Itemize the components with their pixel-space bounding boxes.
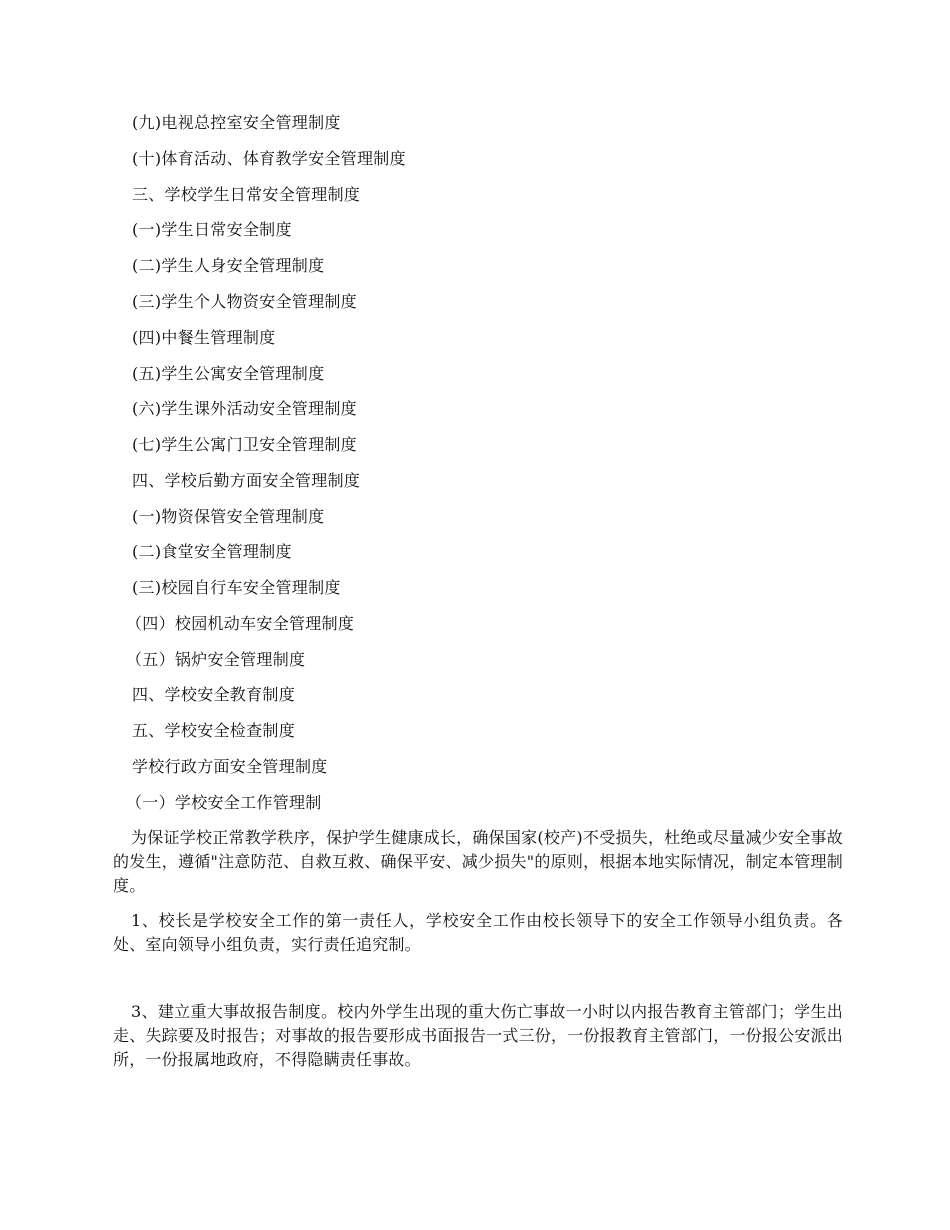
section-heading: 三、学校学生日常安全管理制度	[132, 185, 361, 204]
toc-line: (一)学生日常安全制度	[132, 220, 292, 239]
toc-line: (五)学生公寓安全管理制度	[132, 364, 325, 383]
toc-line: (十)体育活动、体育教学安全管理制度	[132, 149, 406, 168]
toc-line: (二)学生人身安全管理制度	[132, 256, 325, 275]
toc-line: (六)学生课外活动安全管理制度	[132, 399, 357, 418]
toc-line: (七)学生公寓门卫安全管理制度	[132, 435, 357, 454]
section-heading: 学校行政方面安全管理制度	[132, 757, 328, 776]
body-paragraph: 3、建立重大事故报告制度。校内外学生出现的重大伤亡事故一小时以内报告教育主管部门；学生出走、失踪要及时报告；对事故的报告要形成书面报告一式三份，一份报教育主管部门，一份报公安派出所，一份报属地政府，不得隐瞒责任事故。	[113, 1002, 843, 1069]
toc-line: (三)学生个人物资安全管理制度	[132, 292, 357, 311]
toc-line: (四)中餐生管理制度	[132, 328, 276, 347]
section-heading: 五、学校安全检查制度	[132, 721, 296, 740]
subsection-heading: （一）学校安全工作管理制	[126, 793, 322, 812]
body-paragraph: 为保证学校正常教学秩序，保护学生健康成长，确保国家(校产)不受损失，杜绝或尽量减少安全事故的发生，遵循"注意防范、自救互救、确保平安、减少损失"的原则，根据本地实际情况，制定本管理制度。	[113, 828, 843, 895]
toc-line: (三)校园自行车安全管理制度	[132, 578, 341, 597]
section-heading: 四、学校后勤方面安全管理制度	[132, 471, 361, 490]
toc-line: (一)物资保管安全管理制度	[132, 507, 325, 526]
toc-line: (二)食堂安全管理制度	[132, 542, 292, 561]
toc-line: (九)电视总控室安全管理制度	[132, 113, 341, 132]
body-paragraph: 1、校长是学校安全工作的第一责任人，学校安全工作由校长领导下的安全工作领导小组负责。各处、室向领导小组负责，实行责任追究制。	[113, 911, 843, 954]
toc-line: （四）校园机动车安全管理制度	[126, 614, 355, 633]
section-heading: 四、学校安全教育制度	[132, 685, 296, 704]
toc-line: （五）锅炉安全管理制度	[126, 650, 306, 669]
